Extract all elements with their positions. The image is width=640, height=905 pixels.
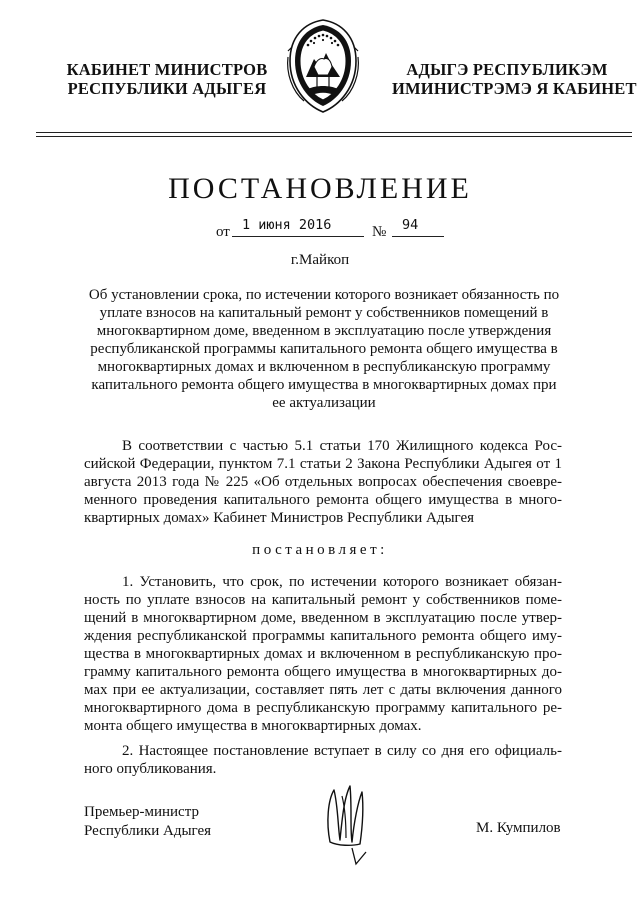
- signatory-name: М. Кумпилов: [476, 820, 561, 836]
- item1-line: 1. Установить, что срок, по истечении которого возникает обязан-: [122, 574, 562, 590]
- date-prefix: от: [216, 224, 230, 240]
- preamble-line: В соответствии с частью 5.1 статьи 170 Жилищного кодекса Рос-: [122, 438, 562, 454]
- city: г.Майкоп: [290, 252, 350, 268]
- item1-line: многоквартирного дома в республиканскую программу капитального ре-: [84, 700, 562, 716]
- item1-line: ность по уплате взносов на капитальный ремонт у собственников поме-: [84, 592, 562, 608]
- issuer-name-adyghe: [392, 60, 637, 98]
- preamble-line: августа 2013 года № 225 «Об отдельных вопросах обеспечения своевре-: [84, 474, 562, 490]
- handwritten-signature: [312, 772, 382, 870]
- item2-line: 2. Настоящее постановление вступает в силу со дня его официаль-: [122, 743, 562, 759]
- subject-line: капитального ремонта общего имущества в многоквартирных домах при: [91, 377, 557, 393]
- subject-line: Об установлении срока, по истечении которого возникает обязанность по: [88, 287, 560, 303]
- date-field: [232, 216, 364, 237]
- item2-line: ного опубликования.: [84, 761, 217, 777]
- subject-line: многоквартирных домах и включенном в республиканскую программу: [97, 359, 551, 375]
- document-subject: [84, 286, 564, 412]
- subject-line: республиканской программы капитального ремонта общего имущества в: [90, 341, 558, 357]
- number-field: [392, 216, 444, 237]
- decides-heading: постановляет:: [252, 542, 388, 558]
- subject-line: многоквартирном доме, введенном в эксплуатацию после утверждения: [96, 323, 552, 339]
- subject-line: уплате взносов на капитальный ремонт у собственников помещений в: [99, 305, 549, 321]
- document-title: ПОСТАНОВЛЕНИЕ: [168, 172, 472, 205]
- issuer-name-russian: [62, 60, 272, 98]
- coat-of-arms-icon: [284, 17, 362, 115]
- item1-line: грамму капитального ремонта общего имущества в многоквартирных до-: [84, 664, 562, 680]
- position-line-1: Премьер-министр: [84, 804, 199, 820]
- header-divider-thin: [36, 136, 632, 137]
- number-prefix: №: [372, 224, 387, 240]
- signatory-position: [84, 803, 211, 841]
- document-date: 1 июня 2016: [242, 217, 332, 233]
- item1-line: щений в многоквартирном доме, введенном в эксплуатацию после утвер-: [84, 610, 562, 626]
- issuer-line-2: РЕСПУБЛИКИ АДЫГЕЯ: [67, 79, 267, 98]
- preamble-line: квартирных домах» Кабинет Министров Республики Адыгея: [84, 510, 475, 526]
- item1-line: монта общего имущества в многоквартирных домах.: [84, 718, 422, 734]
- subject-line: ее актуализации: [272, 395, 376, 411]
- item1-line: мах при ее актуализации, составляет пять лет с даты включения данного: [84, 682, 562, 698]
- item1-line: ждения республиканской программы капитального ремонта общего иму-: [84, 628, 562, 644]
- document-number: 94: [402, 217, 419, 233]
- issuer-adyghe-line-2: ИМИНИСТРЭМЭ Я КАБИНЕТ: [392, 79, 637, 98]
- issuer-line-1: КАБИНЕТ МИНИСТРОВ: [66, 60, 268, 79]
- position-line-2: Республики Адыгея: [84, 823, 212, 839]
- header-divider: [36, 132, 632, 133]
- date-number-line: [0, 216, 640, 242]
- issuer-adyghe-line-1: АДЫГЭ РЕСПУБЛИКЭМ: [406, 60, 608, 79]
- item1-line: щества в многоквартирных домах и включенном в республиканскую про-: [84, 646, 562, 662]
- preamble-line: менного проведения капитального ремонта общего имущества в много-: [84, 492, 562, 508]
- preamble-line: сийской Федерации, пунктом 7.1 статьи 2 Закона Республики Адыгея от 1: [84, 456, 562, 472]
